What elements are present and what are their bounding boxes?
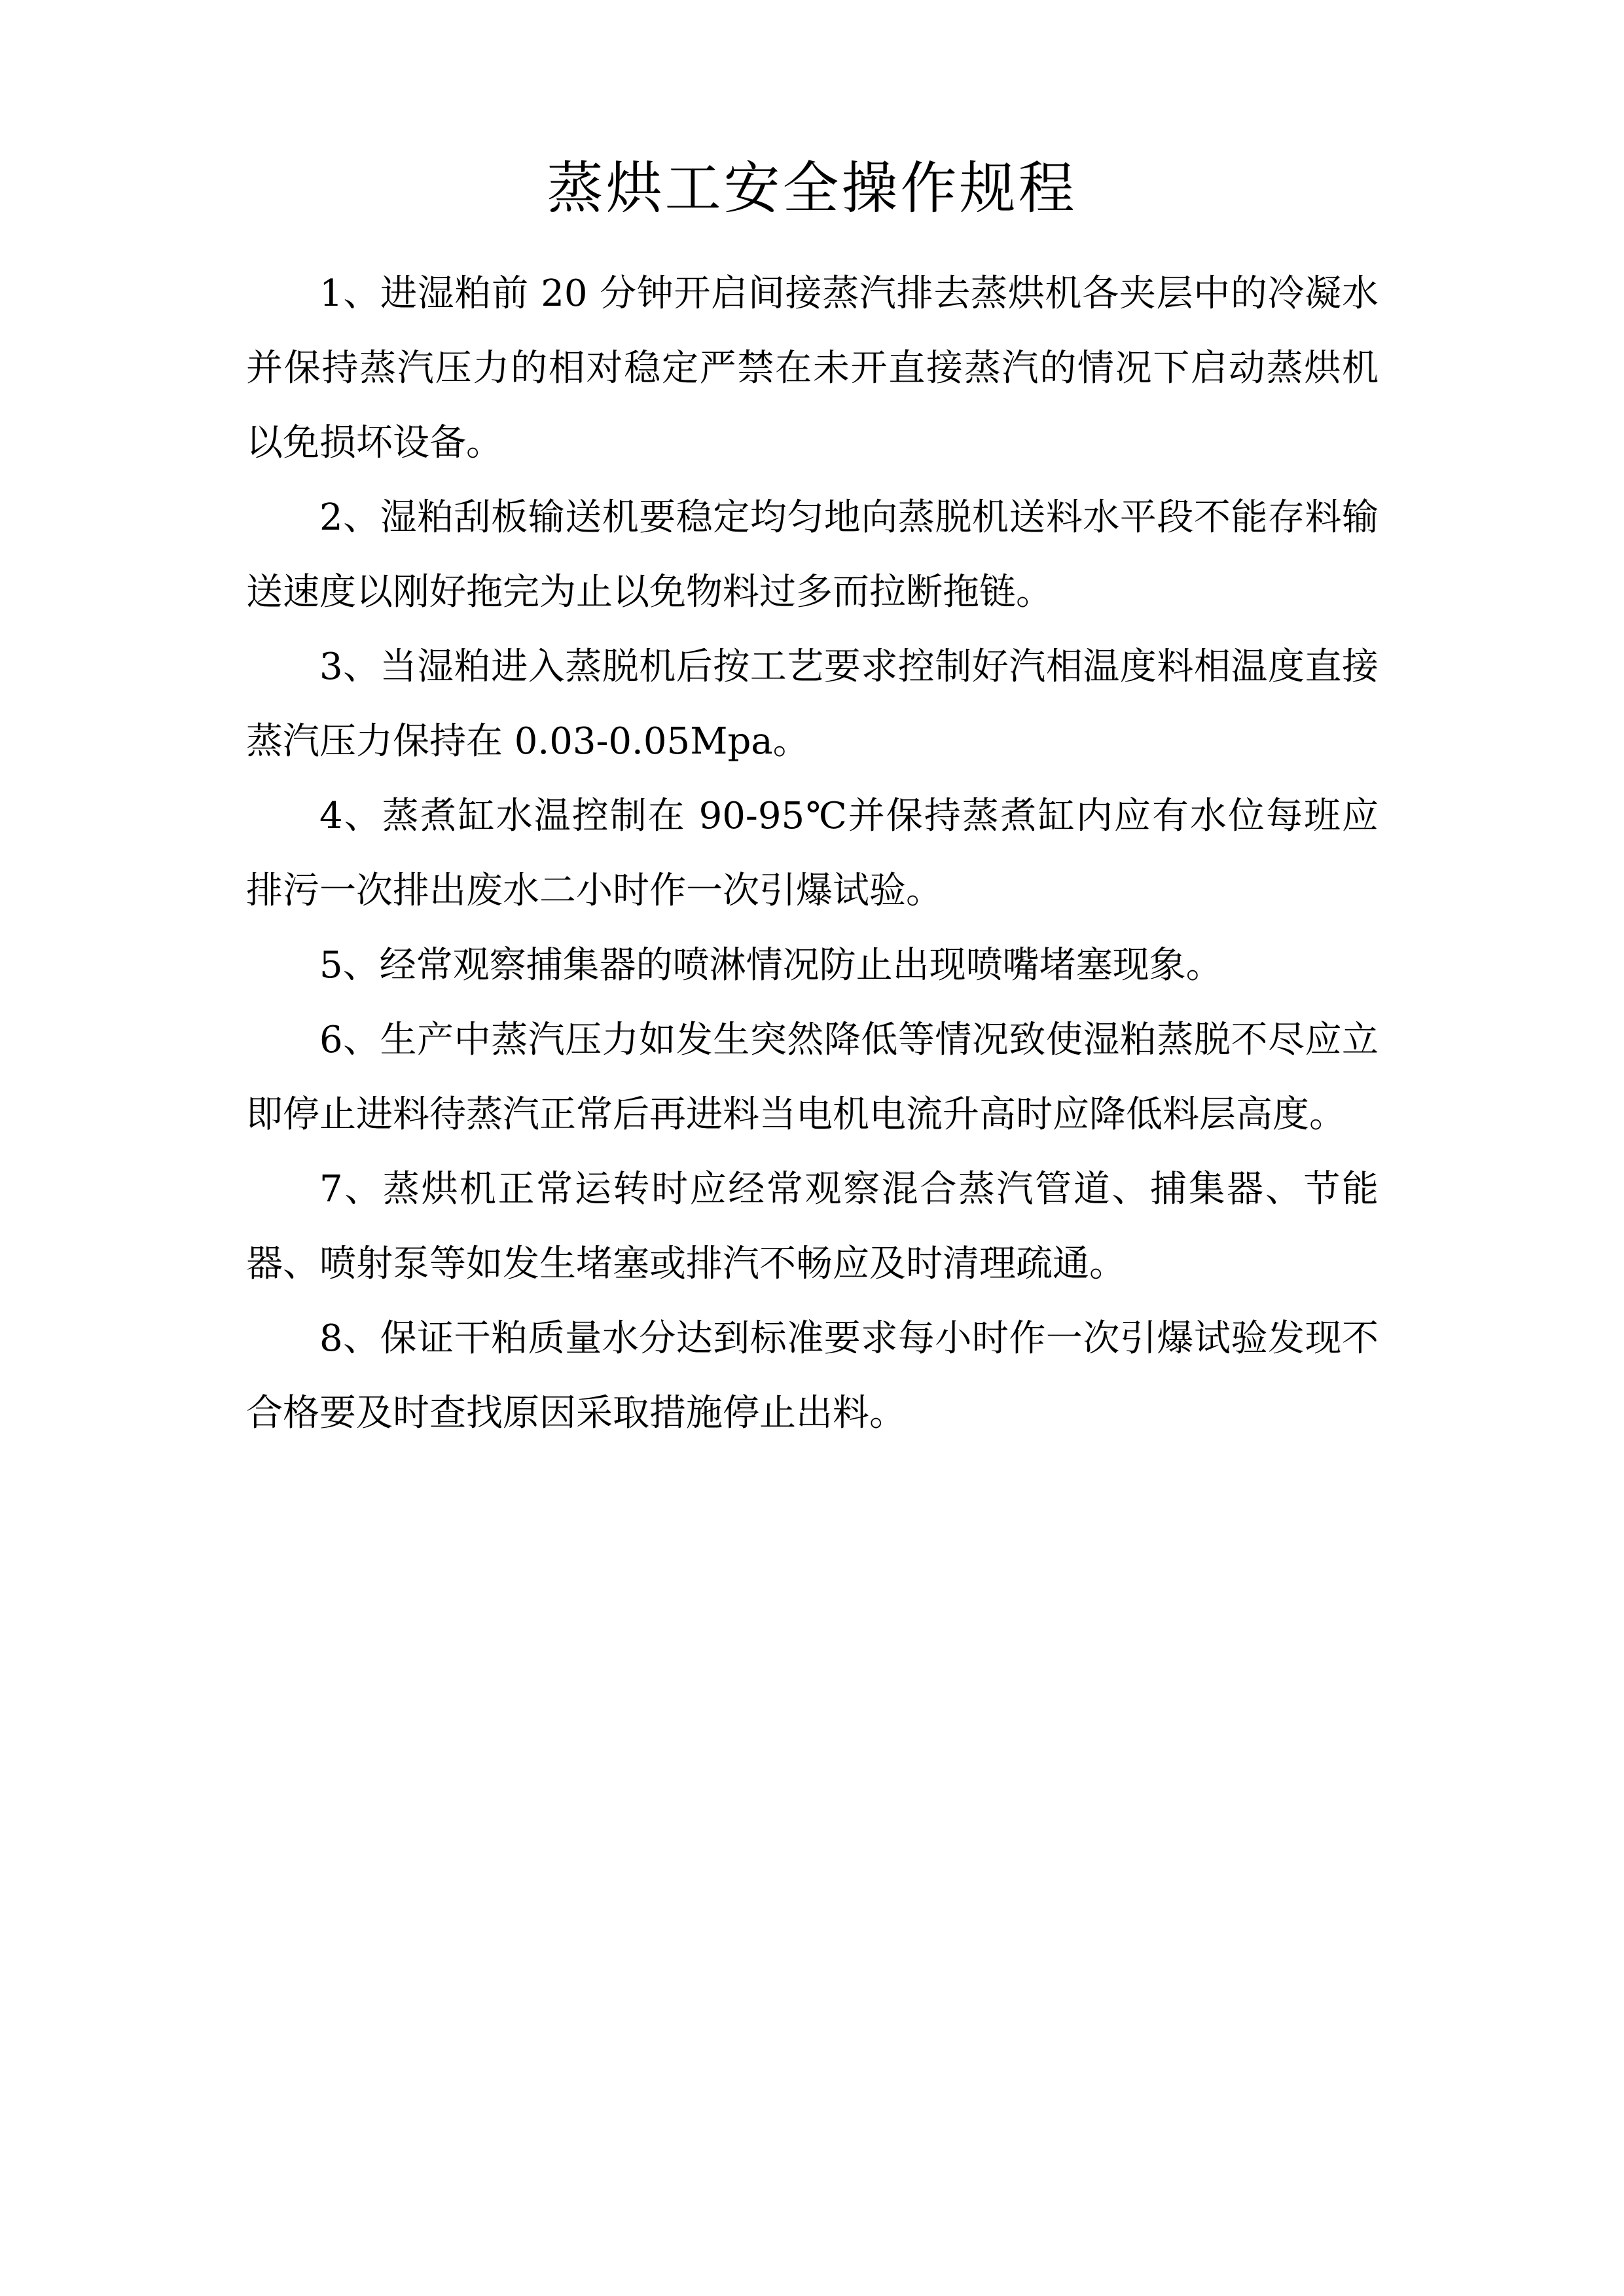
paragraph-3: 3、当湿粕进入蒸脱机后按工艺要求控制好汽相温度料相温度直接蒸汽压力保持在 0.03-0.05Mpa。 [246, 646, 1379, 763]
paragraph-2: 2、湿粕刮板输送机要稳定均匀地向蒸脱机送料水平段不能存料输送速度以刚好拖完为止以免物料过多而拉断拖链。 [246, 496, 1379, 613]
paragraph-1: 1、进湿粕前 20 分钟开启间接蒸汽排去蒸烘机各夹层中的冷凝水并保持蒸汽压力的相对稳定严禁在未开直接蒸汽的情况下启动蒸烘机以免损坏设备。 [246, 272, 1379, 464]
paragraph-6: 6、生产中蒸汽压力如发生突然降低等情况致使湿粕蒸脱不尽应立即停止进料待蒸汽正常后再进料当电机电流升高时应降低料层高度。 [246, 1019, 1379, 1136]
paragraph-4: 4、蒸煮缸水温控制在 90-95℃并保持蒸煮缸内应有水位每班应排污一次排出废水二小时作一次引爆试验。 [246, 795, 1379, 912]
document-body [246, 257, 1379, 1451]
document-title: 蒸烘工安全操作规程 [547, 156, 1077, 221]
paragraph-7: 7、蒸烘机正常运转时应经常观察混合蒸汽管道、捕集器、节能器、喷射泵等如发生堵塞或排汽不畅应及时清理疏通。 [246, 1168, 1379, 1285]
paragraph-5: 5、经常观察捕集器的喷淋情况防止出现喷嘴堵塞现象。 [319, 944, 1223, 987]
paragraph-8: 8、保证干粕质量水分达到标准要求每小时作一次引爆试验发现不合格要及时查找原因采取措施停止出料。 [246, 1317, 1379, 1434]
